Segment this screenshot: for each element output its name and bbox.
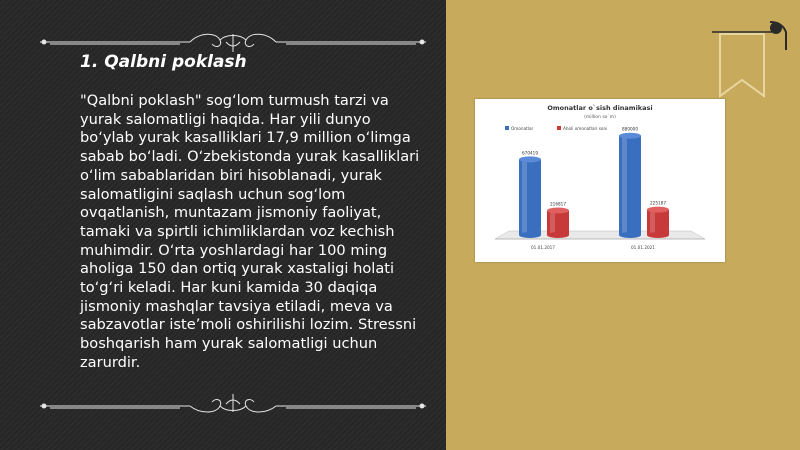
bar-top xyxy=(619,133,641,139)
legend-label: Aholi omonatlari soni xyxy=(563,126,608,131)
bar-top xyxy=(647,207,669,213)
slide-title: 1. Qalbni poklash xyxy=(80,52,247,72)
chart-image xyxy=(475,99,725,262)
x-tick-label: 01.01.2017 xyxy=(531,245,555,250)
bar-value-label: 880000 xyxy=(622,126,638,132)
bar-value-label: 216817 xyxy=(550,201,566,207)
bottom-ornament-divider xyxy=(40,392,426,416)
top-ornament-divider xyxy=(40,30,426,54)
bar-top xyxy=(519,156,541,162)
bookmark-ribbon-icon xyxy=(712,16,800,108)
bar-base xyxy=(647,232,669,238)
bar-top xyxy=(547,208,569,214)
bar-highlight xyxy=(622,136,627,235)
bar-value-label: 225187 xyxy=(650,200,666,206)
legend-label: Omonatlar xyxy=(511,126,534,131)
x-tick-label: 01.01.2021 xyxy=(631,245,655,250)
bar-base xyxy=(547,232,569,238)
bar-highlight xyxy=(550,211,555,235)
legend-swatch xyxy=(557,126,561,130)
bar-base xyxy=(619,232,641,238)
chart xyxy=(475,99,725,262)
chart-x-ticks xyxy=(531,245,655,250)
bar-highlight xyxy=(650,210,655,235)
bar-highlight xyxy=(522,159,527,235)
chart-legend xyxy=(505,126,607,131)
slide-body-text: "Qalbni poklash" sog‘lom turmush tarzi va yurak salomatligi haqida. Har yili dunyo bo‘ylab yurak kasalliklari 17,9 million o‘limga sabab bo‘ladi. O‘zbekistonda yurak kasalliklari o‘lim sabablaridan biri hisoblanadi, yurak salomatligini saqlash uchun sog‘lom ovqatlanish, muntazam jismoniy faoliyat, tamaki va spirtli ichimliklardan voz kechish muhimdir. O‘rta yoshlardagi har 100 ming aholiga 150 dan ortiq yurak xastaligi holati to‘g‘ri keladi. Har kuni kamida 30 daqiqa jismoniy mashqlar tavsiya etiladi, meva va sabzavotlar iste’moli oshirilishi lozim. Stressni boshqarish ham yurak salomatligi uchun zarurdir. xyxy=(80,92,420,371)
chart-bars xyxy=(519,127,669,238)
legend-swatch xyxy=(505,126,509,130)
chart-title: Omonatlar o`sish dinamikasi xyxy=(547,104,653,112)
chart-subtitle: (million so`m) xyxy=(584,115,616,120)
bar-base xyxy=(519,232,541,238)
bar-value-label: 670419 xyxy=(522,150,538,156)
